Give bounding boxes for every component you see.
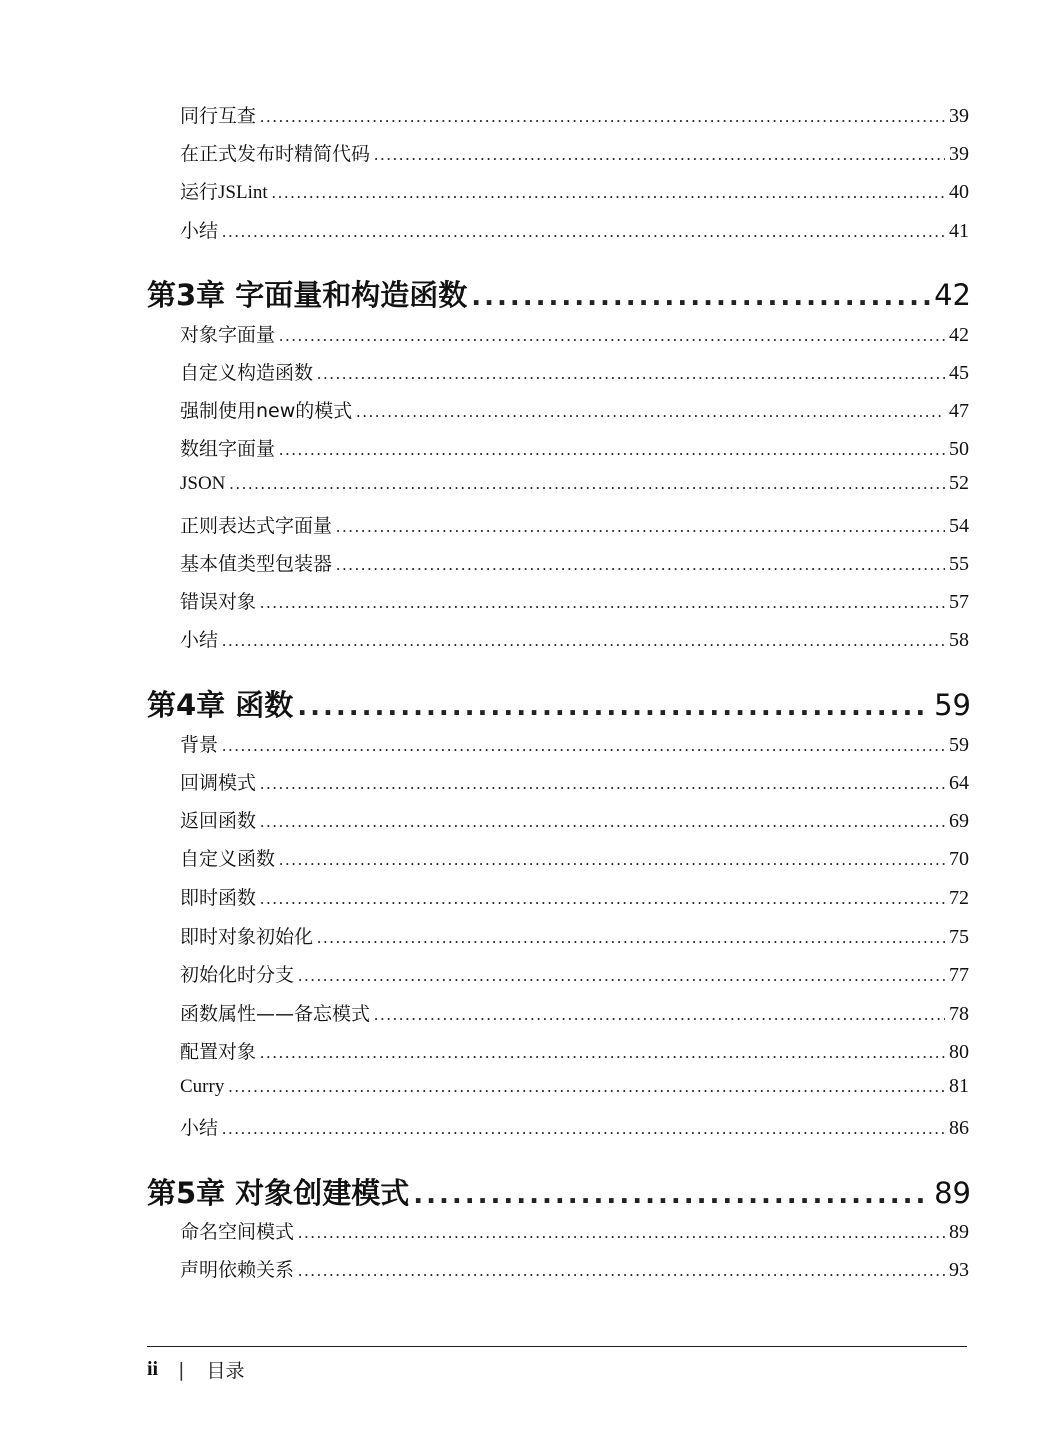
toc-entry-page: 57 [949, 591, 969, 613]
dot-leader [298, 1261, 945, 1281]
dot-leader [336, 517, 945, 537]
toc-chapter-heading[interactable] [147, 273, 971, 313]
dot-leader [272, 183, 945, 203]
toc-entry[interactable] [180, 1217, 969, 1247]
toc-entry[interactable] [180, 139, 969, 169]
toc-entry-page: 52 [949, 472, 969, 494]
dot-leader [317, 364, 945, 384]
toc-entry[interactable] [180, 922, 969, 952]
dot-leader [260, 593, 945, 613]
toc-entry-page: 42 [949, 324, 969, 346]
toc-entry[interactable] [180, 472, 969, 502]
toc-entry-page: 50 [949, 438, 969, 460]
dot-leader [298, 1223, 945, 1243]
footer-page-number: ii [147, 1358, 159, 1380]
toc-entry[interactable] [180, 587, 969, 617]
toc-entry-page: 58 [949, 629, 969, 651]
dot-leader [279, 326, 945, 346]
toc-entry-title: 回调模式 [180, 772, 257, 794]
toc-entry[interactable] [180, 434, 969, 464]
toc-entry-page: 69 [949, 810, 969, 832]
toc-entry-page: 40 [949, 181, 969, 203]
dot-leader [228, 1077, 945, 1097]
toc-entry-title: 强制使用new的模式 [180, 400, 353, 422]
toc-entry-page: 86 [949, 1117, 969, 1139]
toc-entry-title: 自定义构造函数 [180, 362, 314, 384]
dot-leader [279, 440, 945, 460]
dot-leader [260, 1043, 945, 1063]
toc-entry-title: 小结 [180, 1117, 219, 1139]
toc-entry-page: 70 [949, 848, 969, 870]
toc-entry[interactable] [180, 1255, 969, 1285]
toc-entry[interactable] [180, 806, 969, 836]
toc-entry-title: 在正式发布时精简代码 [180, 143, 371, 165]
toc-entry-title: 错误对象 [180, 591, 257, 613]
dot-leader [413, 1180, 930, 1210]
chapter-title: 第5章 对象创建模式 [147, 1176, 410, 1210]
toc-entry-page: 72 [949, 887, 969, 909]
toc-entry-title: 小结 [180, 629, 219, 651]
toc-entry-page: 75 [949, 926, 969, 948]
toc-entry-page: 59 [949, 734, 969, 756]
toc-entry-page: 39 [949, 143, 969, 165]
toc-chapter-heading[interactable] [147, 1171, 971, 1211]
toc-entry[interactable] [180, 511, 969, 541]
toc-chapter-heading[interactable] [147, 683, 971, 723]
toc-entry-title: 声明依赖关系 [180, 1259, 295, 1281]
toc-entry-title: 自定义函数 [180, 848, 276, 870]
toc-entry[interactable] [180, 1113, 969, 1143]
toc-entry-title: 即时对象初始化 [180, 926, 314, 948]
dot-leader [374, 1005, 945, 1025]
toc-entry-page: 54 [949, 515, 969, 537]
toc-entry[interactable] [180, 177, 969, 207]
toc-entry-page: 45 [949, 362, 969, 384]
toc-entry[interactable] [180, 625, 969, 655]
dot-leader [260, 889, 945, 909]
toc-entry[interactable] [180, 960, 969, 990]
dot-leader [298, 966, 945, 986]
toc-entry-title: 基本值类型包装器 [180, 553, 333, 575]
page-footer [147, 1356, 245, 1383]
dot-leader [471, 282, 930, 312]
toc-entry-page: 39 [949, 105, 969, 127]
toc-entry-page: 81 [949, 1075, 969, 1097]
toc-entry-title: 返回函数 [180, 810, 257, 832]
toc-entry-title: 初始化时分支 [180, 964, 295, 986]
toc-entry-title: 同行互查 [180, 105, 257, 127]
toc-entry-title: JSON [180, 473, 226, 494]
toc-entry-title: 背景 [180, 734, 219, 756]
chapter-page: 59 [934, 688, 971, 722]
toc-entry-page: 93 [949, 1259, 969, 1281]
dot-leader [297, 692, 930, 722]
chapter-page: 89 [934, 1176, 971, 1210]
toc-entry-page: 78 [949, 1003, 969, 1025]
toc-entry-page: 80 [949, 1041, 969, 1063]
toc-entry[interactable] [180, 101, 969, 131]
toc-entry[interactable] [180, 1037, 969, 1067]
dot-leader [279, 850, 945, 870]
toc-entry[interactable] [180, 999, 969, 1029]
toc-entry-title: 命名空间模式 [180, 1221, 295, 1243]
toc-entry-title: 即时函数 [180, 887, 257, 909]
toc-entry-title: 对象字面量 [180, 324, 276, 346]
toc-entry[interactable] [180, 1075, 969, 1105]
dot-leader [260, 107, 945, 127]
dot-leader [229, 474, 945, 494]
toc-entry[interactable] [180, 216, 969, 246]
toc-entry[interactable] [180, 768, 969, 798]
chapter-title: 第4章 函数 [147, 688, 294, 722]
chapter-page: 42 [934, 278, 971, 312]
dot-leader [317, 928, 945, 948]
toc-entry-title: 正则表达式字面量 [180, 515, 333, 537]
dot-leader [260, 812, 945, 832]
footer-divider [147, 1346, 967, 1347]
footer-separator: | [178, 1358, 185, 1381]
toc-entry-page: 89 [949, 1221, 969, 1243]
footer-section-title: 目录 [206, 1360, 245, 1382]
dot-leader [356, 402, 945, 422]
toc-entry-title: 配置对象 [180, 1041, 257, 1063]
toc-entry[interactable] [180, 883, 969, 913]
toc-entry-page: 41 [949, 220, 969, 242]
dot-leader [336, 555, 945, 575]
toc-entry-title: 小结 [180, 220, 219, 242]
chapter-title: 第3章 字面量和构造函数 [147, 278, 468, 312]
toc-entry[interactable] [180, 549, 969, 579]
toc-entry[interactable] [180, 844, 969, 874]
dot-leader [260, 774, 945, 794]
dot-leader [222, 1119, 945, 1139]
toc-entry[interactable] [180, 396, 969, 426]
toc-entry-page: 77 [949, 964, 969, 986]
toc-entry[interactable] [180, 730, 969, 760]
toc-entry-title: 运行JSLint [180, 182, 268, 203]
toc-entry-title: 函数属性——备忘模式 [180, 1003, 371, 1025]
dot-leader [374, 145, 945, 165]
toc-entry[interactable] [180, 358, 969, 388]
dot-leader [222, 222, 945, 242]
toc-entry[interactable] [180, 320, 969, 350]
dot-leader [222, 631, 945, 651]
toc-entry-page: 64 [949, 772, 969, 794]
toc-entry-title: Curry [180, 1076, 225, 1097]
toc-entry-title: 数组字面量 [180, 438, 276, 460]
toc-entry-page: 47 [949, 400, 969, 422]
dot-leader [222, 736, 945, 756]
toc-entry-page: 55 [949, 553, 969, 575]
